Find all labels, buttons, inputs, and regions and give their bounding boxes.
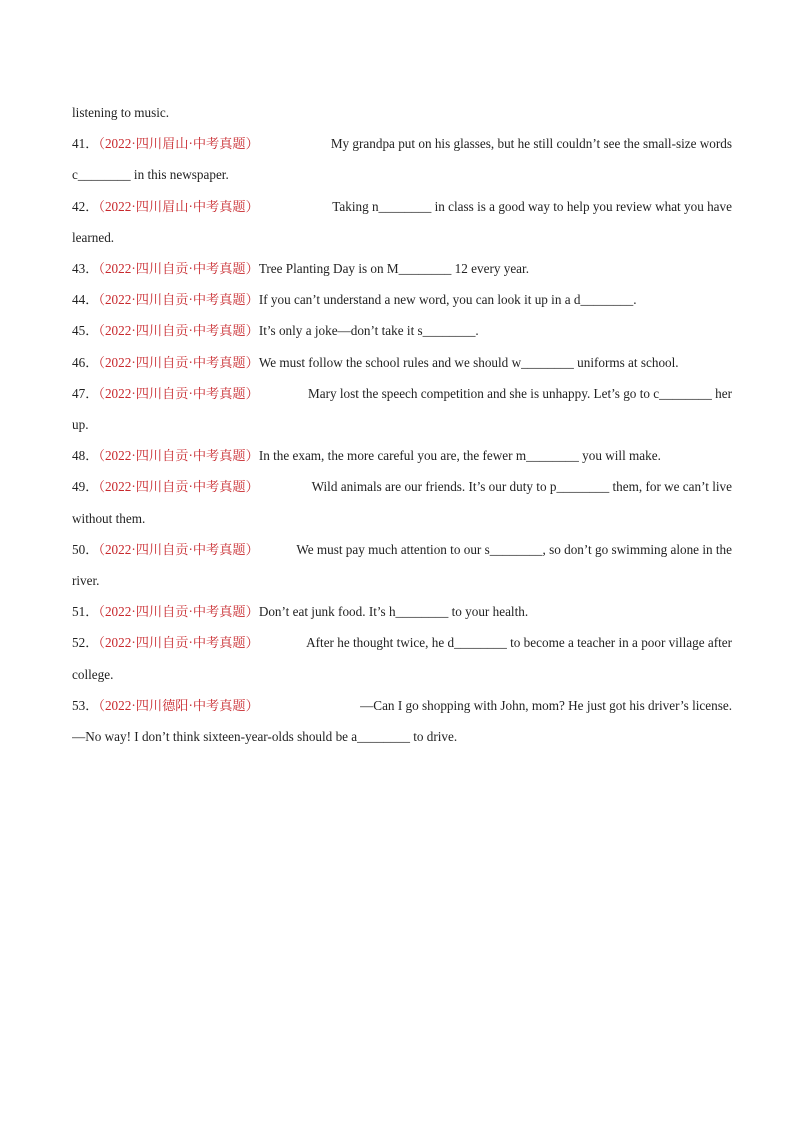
question-lead xyxy=(72,323,479,338)
question-source: （2022·四川德阳·中考真题） xyxy=(98,697,259,713)
question-number: 47． xyxy=(72,385,99,401)
question-continuation: up. xyxy=(72,417,89,433)
question-list xyxy=(72,97,732,752)
question-text: Don’t eat junk food. It’s h________ to your health. xyxy=(258,604,529,620)
question-source: （2022·四川自贡·中考真题） xyxy=(98,604,259,620)
question-continuation: river. xyxy=(72,573,100,589)
question-number: 45． xyxy=(72,323,99,339)
question-source: （2022·四川眉山·中考真题） xyxy=(98,136,259,152)
question-number: 49． xyxy=(72,479,99,495)
question-text: Tree Planting Day is on M________ 12 every year. xyxy=(258,261,530,277)
question-lead xyxy=(72,378,259,409)
question-lead xyxy=(72,471,259,502)
question-44 xyxy=(72,284,732,315)
question-text: Taking n________ in class is a good way to help you review what you have xyxy=(332,198,732,214)
question-source: （2022·四川自贡·中考真题） xyxy=(98,541,259,557)
question-number: 46． xyxy=(72,354,99,370)
question-source: （2022·四川自贡·中考真题） xyxy=(98,354,259,370)
question-text: We must follow the school rules and we should w________ uniforms at school. xyxy=(258,354,679,370)
question-50 xyxy=(72,534,732,565)
question-source: （2022·四川眉山·中考真题） xyxy=(98,198,259,214)
question-source: （2022·四川自贡·中考真题） xyxy=(98,292,259,308)
question-lead xyxy=(72,261,529,276)
question-49 xyxy=(72,471,732,502)
question-number: 53． xyxy=(72,697,99,713)
question-41 xyxy=(72,128,732,159)
question-source: （2022·四川自贡·中考真题） xyxy=(98,448,259,464)
question-continuation: without them. xyxy=(72,510,146,526)
question-47 xyxy=(72,378,732,409)
question-number: 51． xyxy=(72,604,99,620)
question-continuation: c________ in this newspaper. xyxy=(72,167,229,183)
question-text: After he thought twice, he d________ to become a teacher in a poor village after xyxy=(306,635,732,651)
question-number: 41． xyxy=(72,136,99,152)
question-52 xyxy=(72,627,732,658)
continuation-line: listening to music. xyxy=(72,105,170,120)
question-number: 44． xyxy=(72,292,99,308)
question-source: （2022·四川自贡·中考真题） xyxy=(98,323,259,339)
question-lead xyxy=(72,604,528,619)
question-51 xyxy=(72,596,732,627)
question-lead xyxy=(72,534,259,565)
question-53 xyxy=(72,690,732,721)
question-48 xyxy=(72,440,732,471)
question-text: In the exam, the more careful you are, the fewer m________ you will make. xyxy=(258,448,661,464)
question-number: 52． xyxy=(72,635,99,651)
question-46 xyxy=(72,347,732,378)
question-lead xyxy=(72,627,259,658)
question-continuation: learned. xyxy=(72,229,115,245)
question-45 xyxy=(72,315,732,346)
question-text: We must pay much attention to our s________, so don’t go swimming alone in the xyxy=(296,541,732,557)
question-source: （2022·四川自贡·中考真题） xyxy=(98,635,259,651)
question-continuation: college. xyxy=(72,666,114,682)
question-number: 43． xyxy=(72,261,99,277)
question-source: （2022·四川自贡·中考真题） xyxy=(98,385,259,401)
question-lead xyxy=(72,355,679,370)
question-text: Mary lost the speech competition and she is unhappy. Let’s go to c________ her xyxy=(308,385,732,401)
question-text: Wild animals are our friends. It’s our duty to p________ them, for we can’t live xyxy=(311,479,732,495)
question-lead xyxy=(72,448,661,463)
question-text: If you can’t understand a new word, you can look it up in a d________. xyxy=(258,292,637,308)
question-lead xyxy=(72,292,637,307)
question-lead xyxy=(72,191,259,222)
question-number: 42． xyxy=(72,198,99,214)
question-number: 48． xyxy=(72,448,99,464)
question-source: （2022·四川自贡·中考真题） xyxy=(98,479,259,495)
question-text: My grandpa put on his glasses, but he still couldn’t see the small-size words xyxy=(330,136,732,152)
question-continuation: —No way! I don’t think sixteen-year-olds should be a________ to drive. xyxy=(72,729,458,745)
question-text: —Can I go shopping with John, mom? He just got his driver’s license. xyxy=(360,697,732,713)
question-number: 50． xyxy=(72,541,99,557)
question-source: （2022·四川自贡·中考真题） xyxy=(98,261,259,277)
question-text: It’s only a joke—don’t take it s________. xyxy=(258,323,479,339)
question-lead xyxy=(72,128,259,159)
question-lead xyxy=(72,690,259,721)
question-42 xyxy=(72,191,732,222)
question-43 xyxy=(72,253,732,284)
